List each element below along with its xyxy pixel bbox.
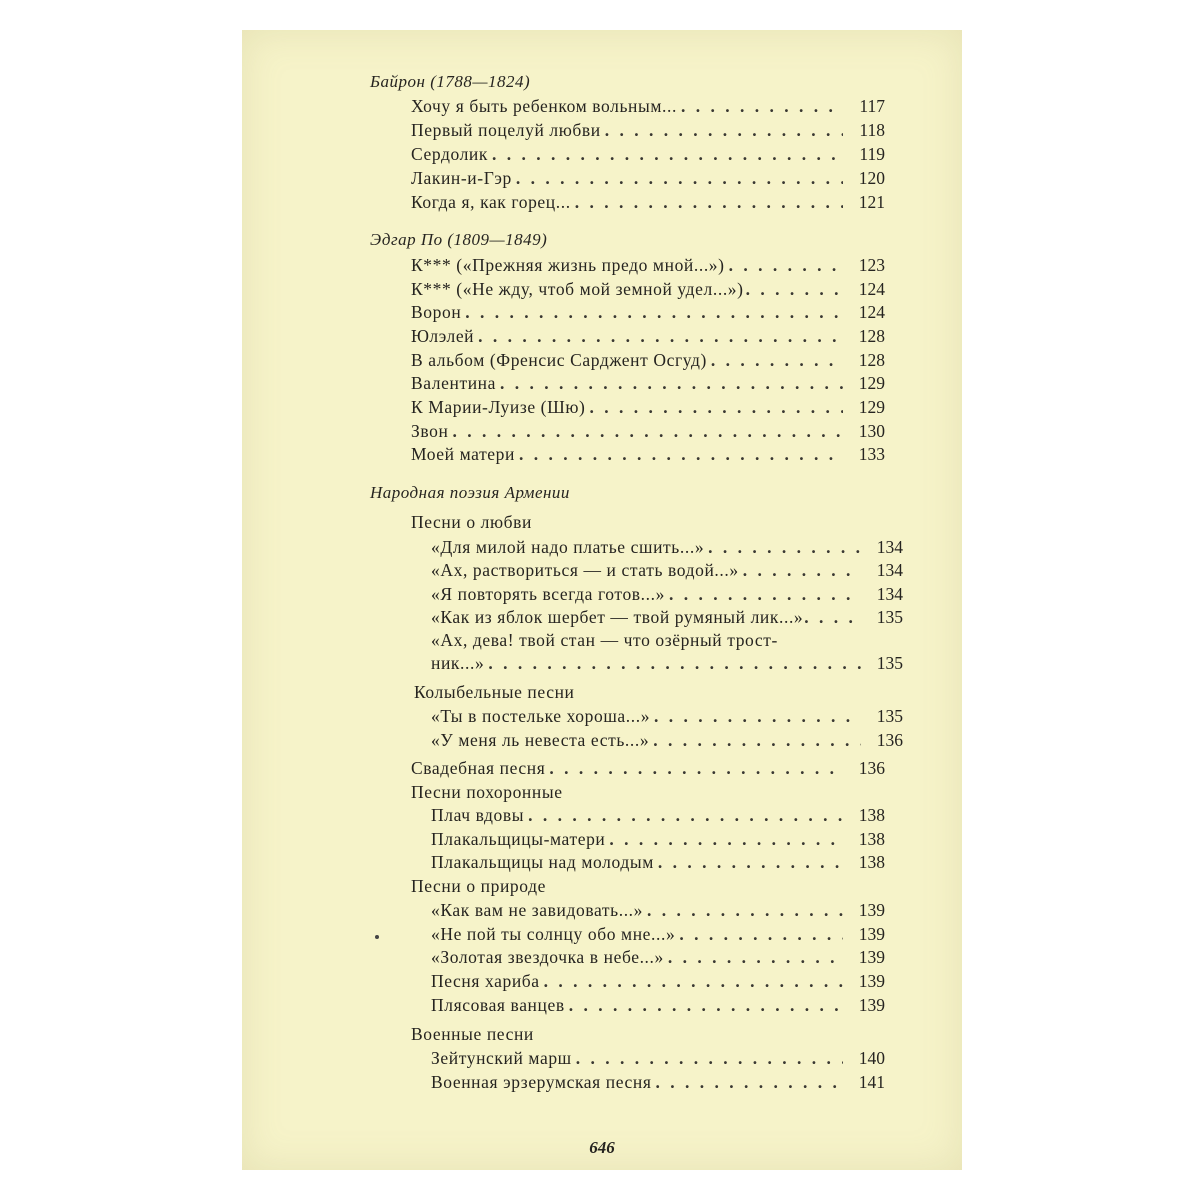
toc-entry-wrapped-line: «Ах, дева! твой стан — что озёрный трост- [431,630,778,650]
toc-entry: Сердолик . . . 119 [411,144,885,168]
ink-speck [375,935,379,939]
toc-entry: Ворон . . . 124 [411,302,885,326]
subsection-heading-funeral: Песни похоронные [411,782,563,802]
author-heading-poe: Эдгар По (1809—1849) [370,230,548,249]
toc-entry: Валентина . . . 129 [411,373,885,397]
toc-entry: Звон . . . 130 [411,421,885,445]
toc-entry: Зейтунский марш . . . 140 [431,1048,885,1072]
toc-entry: «Не пой ты солнцу обо мне...» . . . 139 [431,924,885,948]
toc-entry: «У меня ль невеста есть...» . . . 136 [431,730,903,754]
toc-entry: «Как вам не завидовать...» . . . 139 [431,900,885,924]
toc-entry: Когда я, как горец... . . . 121 [411,192,885,216]
toc-entry: «Золотая звездочка в небе...» . . . 139 [431,947,885,971]
book-page [242,30,962,1170]
toc-entry: В альбом (Френсис Сарджент Осгуд) . . . 128 [411,350,885,374]
toc-entry: «Я повторять всегда готов...» . . . 134 [431,584,903,608]
toc-entry: Плач вдовы . . . 138 [431,805,885,829]
toc-entry: Плясовая ванцев . . . 139 [431,995,885,1019]
toc-entry: Песня хариба . . . 139 [431,971,885,995]
toc-entry: Моей матери . . . 133 [411,444,885,468]
toc-entry: Плакальщицы над молодым . . . 138 [431,852,885,876]
toc-entry: Плакальщицы-матери . . . 138 [431,829,885,853]
subsection-heading-love-songs: Песни о любви [411,512,532,532]
table-of-contents [242,30,962,1170]
toc-entry: «Ах, раствориться — и стать водой...» . . . 134 [431,560,903,584]
subsection-heading-lullabies: Колыбельные песни [414,682,575,702]
subsection-heading-war: Военные песни [411,1024,534,1044]
toc-entry: «Как из яблок шербет — твой румяный лик...» . . . 135 [431,607,903,631]
toc-entry: Военная эрзерумская песня . . . 141 [431,1072,885,1096]
toc-entry: Свадебная песня . . . 136 [411,758,885,782]
toc-entry: Лакин-и-Гэр . . . 120 [411,168,885,192]
toc-entry: Юлэлей . . . 128 [411,326,885,350]
toc-entry: «Для милой надо платье сшить...» . . . 134 [431,537,903,561]
page-number: 646 [589,1138,615,1157]
toc-entry: К*** («Прежняя жизнь предо мной...») . . . 123 [411,255,885,279]
toc-entry: ник...» . . . 135 [431,653,903,677]
toc-entry: К*** («Не жду, чтоб мой земной удел...») . . . 124 [411,279,885,303]
subsection-heading-nature: Песни о природе [411,876,546,896]
toc-entry: Хочу я быть ребенком вольным... . . . 117 [411,96,885,120]
toc-entry: Первый поцелуй любви . . . 118 [411,120,885,144]
author-heading-byron: Байрон (1788—1824) [370,72,531,91]
toc-entry: «Ты в постельке хороша...» . . . 135 [431,706,903,730]
section-heading-armenia: Народная поэзия Армении [370,483,570,502]
toc-entry: К Марии-Луизе (Шю) . . . 129 [411,397,885,421]
